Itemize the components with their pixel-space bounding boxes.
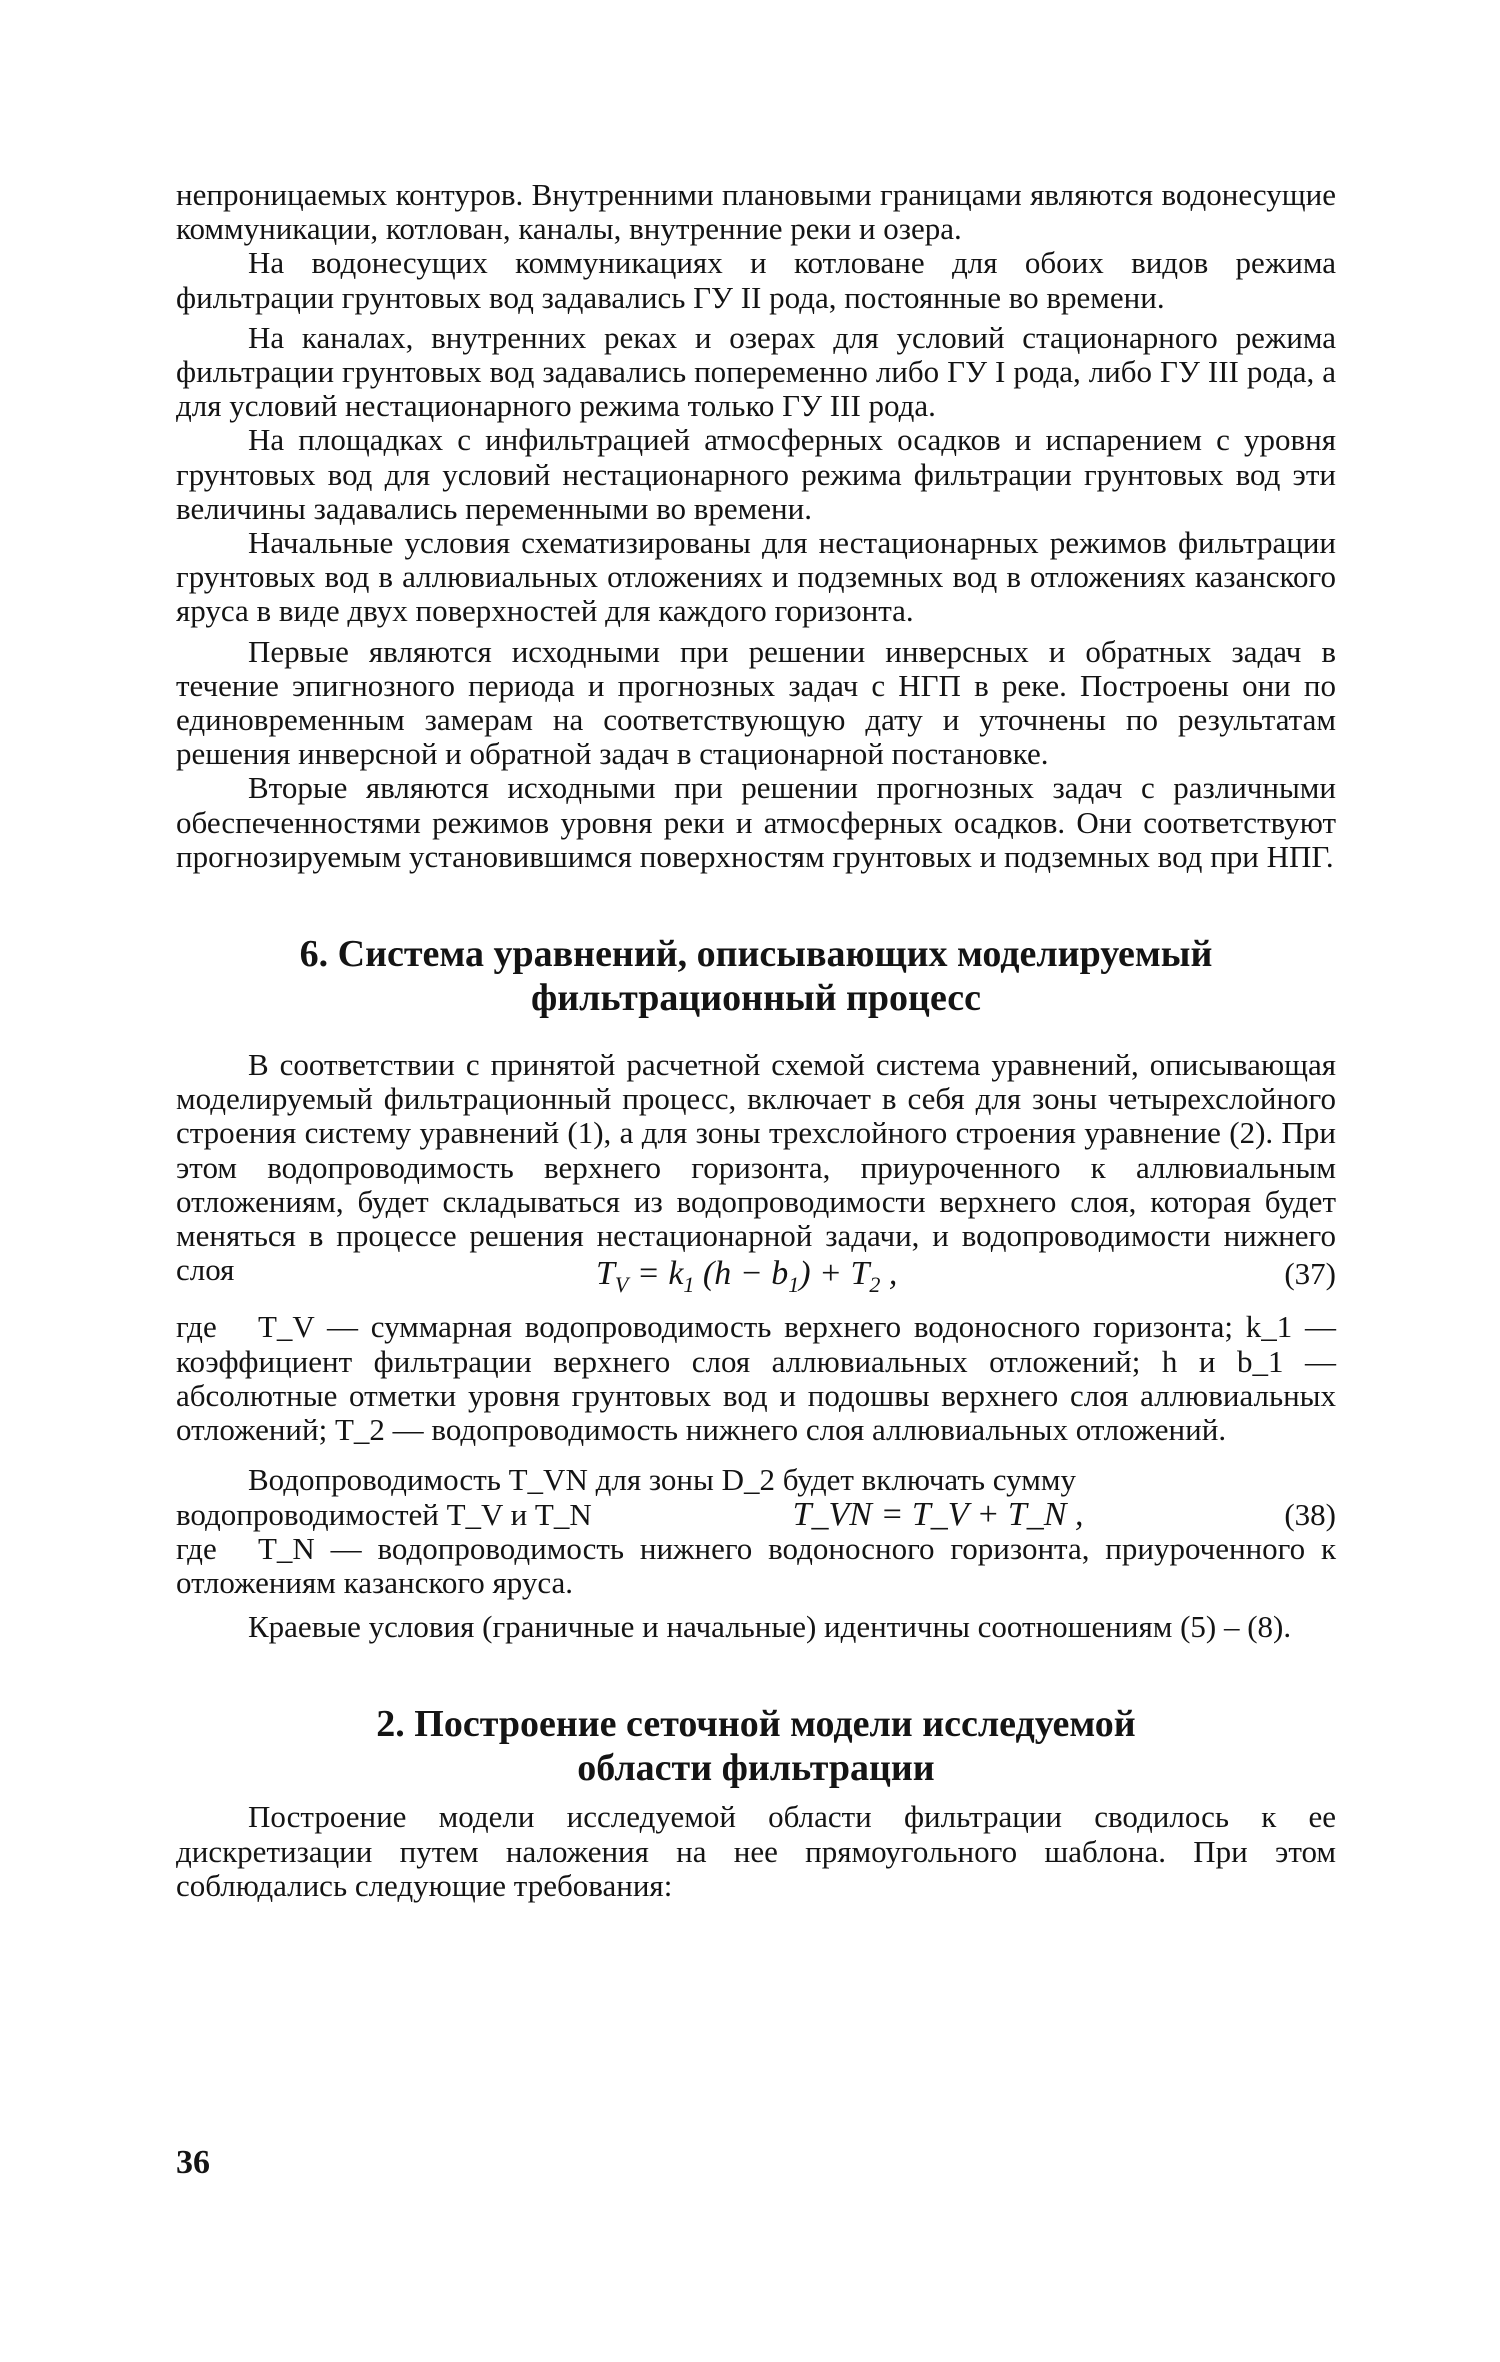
section-6-title-line2: фильтрационный процесс	[530, 977, 982, 1020]
section-6-heading	[176, 932, 1336, 1020]
paragraph-where-37	[176, 1310, 1336, 1447]
body-text	[176, 178, 1336, 1903]
paragraph-tvn-line2: водопроводимостей T_V и T_N	[176, 1496, 592, 1532]
equation-38: T_VN = T_V + T_N ,	[792, 1495, 1084, 1533]
eq37-t-sub: 2	[869, 1272, 881, 1298]
section-2-title-line2: области фильтрации	[577, 1747, 935, 1790]
paragraph-infiltration: На площадках с инфильтрацией атмосферных осадков и испарением с уровня грунтовых вод для условий нестационарного режима фильтрации грунтовых вод эти величины задавались переменными во времени.	[176, 422, 1336, 526]
equation-37-number: (37)	[1284, 1256, 1336, 1292]
eq37-tail: ) + T	[799, 1255, 870, 1293]
paragraph-initial-conditions: Начальные условия схематизированы для нестационарных режимов фильтрации грунтовых вод в аллювиальных отложениях и подземных вод в отложениях казанского яруса в виде двух поверхностей для каждого горизонта.	[176, 525, 1336, 629]
eq37-lhs: T	[596, 1255, 615, 1293]
section-2-heading	[176, 1702, 1336, 1790]
eq37-k-sub: 1	[683, 1272, 695, 1298]
paragraph-canals: На каналах, внутренних реках и озерах для условий стационарного режима фильтрации грунтовых вод задавались попеременно либо ГУ I рода, либо ГУ III рода, а для условий нестационарного режима только ГУ III рода.	[176, 319, 1336, 424]
paragraph-tvn-line1: Водопроводимость T_VN для зоны D_2 будет включать сумму	[248, 1462, 1076, 1498]
paragraph-equation-system: В соответствии с принятой расчетной схемой система уравнений, описывающая моделируемый фильтрационный процесс, включает в себя для зоны четырехслойного строения систему уравнений (1), а для зоны трехслойного строения уравнение (2). При этом водопроводимость верхнего горизонта, приуроченного к аллювиальным отложениям, будет складываться из водопроводимости верхнего слоя, которая будет меняться в процессе решения нестационарной задачи, и водопроводимости нижнего слоя	[176, 1047, 1336, 1288]
paragraph-grid-model: Построение модели исследуемой области фильтрации сводилось к ее дискретизации путем наложения на нее прямоугольного шаблона. При этом соблюдались следующие требования:	[176, 1799, 1336, 1903]
equation-37	[596, 1257, 897, 1302]
paragraph-contours: непроницаемых контуров. Внутренними плановыми границами являются водонесущие коммуникации, котлован, каналы, внутренние реки и озера.	[176, 177, 1336, 247]
page-number: 36	[176, 2144, 210, 2181]
where-label: где	[176, 1309, 217, 1345]
where-37-text: T_V — суммарная водопроводимость верхнего водоносного горизонта; k_1 — коэффициент фильтрации верхнего слоя аллювиальных отложений; h и b_1 — абсолютные отметки уровня грунтовых вод и подошвы верхнего слоя аллювиальных отложений; T_2 — водопроводимость нижнего слоя аллювиальных отложений.	[176, 1309, 1336, 1448]
eq37-end: ,	[880, 1255, 898, 1293]
eq37-mid: (h − b	[694, 1255, 789, 1293]
equation-38-number: (38)	[1284, 1496, 1336, 1532]
section-6-title-line1: 6. Система уравнений, описывающих моделируемый	[299, 933, 1213, 976]
section-2-title-line1: 2. Построение сеточной модели исследуемой	[376, 1703, 1136, 1746]
equation-37-row	[176, 1257, 1336, 1302]
eq37-b-sub: 1	[788, 1272, 800, 1298]
equation-38-row	[176, 1495, 1336, 1533]
eq37-lhs-sub: V	[614, 1272, 629, 1298]
paragraph-second-surfaces: Вторые являются исходными при решении прогнозных задач с различными обеспеченностями режимов уровня реки и атмосферных осадков. Они соответствуют прогнозируемым установившимся поверхностям грунтовых и подземных вод при НПГ.	[176, 770, 1336, 874]
where-label-2: где	[176, 1530, 217, 1566]
paragraph-first-surfaces: Первые являются исходными при решении инверсных и обратных задач в течение эпигнозного периода и прогнозных задач с НГП в реке. Построены они по единовременным замерам на соответствующую дату и уточнены по результатам решения инверсной и обратной задач в стационарной постановке.	[176, 633, 1336, 772]
eq37-eq: = k	[628, 1255, 684, 1293]
paragraph-communications: На водонесущих коммуникациях и котловане для обоих видов режима фильтрации грунтовых вод задавались ГУ II рода, постоянные во времени.	[176, 245, 1336, 315]
where-38-text: T_N — водопроводимость нижнего водоносного горизонта, приуроченного к отложениям казанского яруса.	[176, 1530, 1336, 1600]
paragraph-boundary-conditions: Краевые условия (граничные и начальные) идентичны соотношениям (5) – (8).	[248, 1609, 1292, 1645]
paragraph-where-38	[176, 1532, 1336, 1600]
